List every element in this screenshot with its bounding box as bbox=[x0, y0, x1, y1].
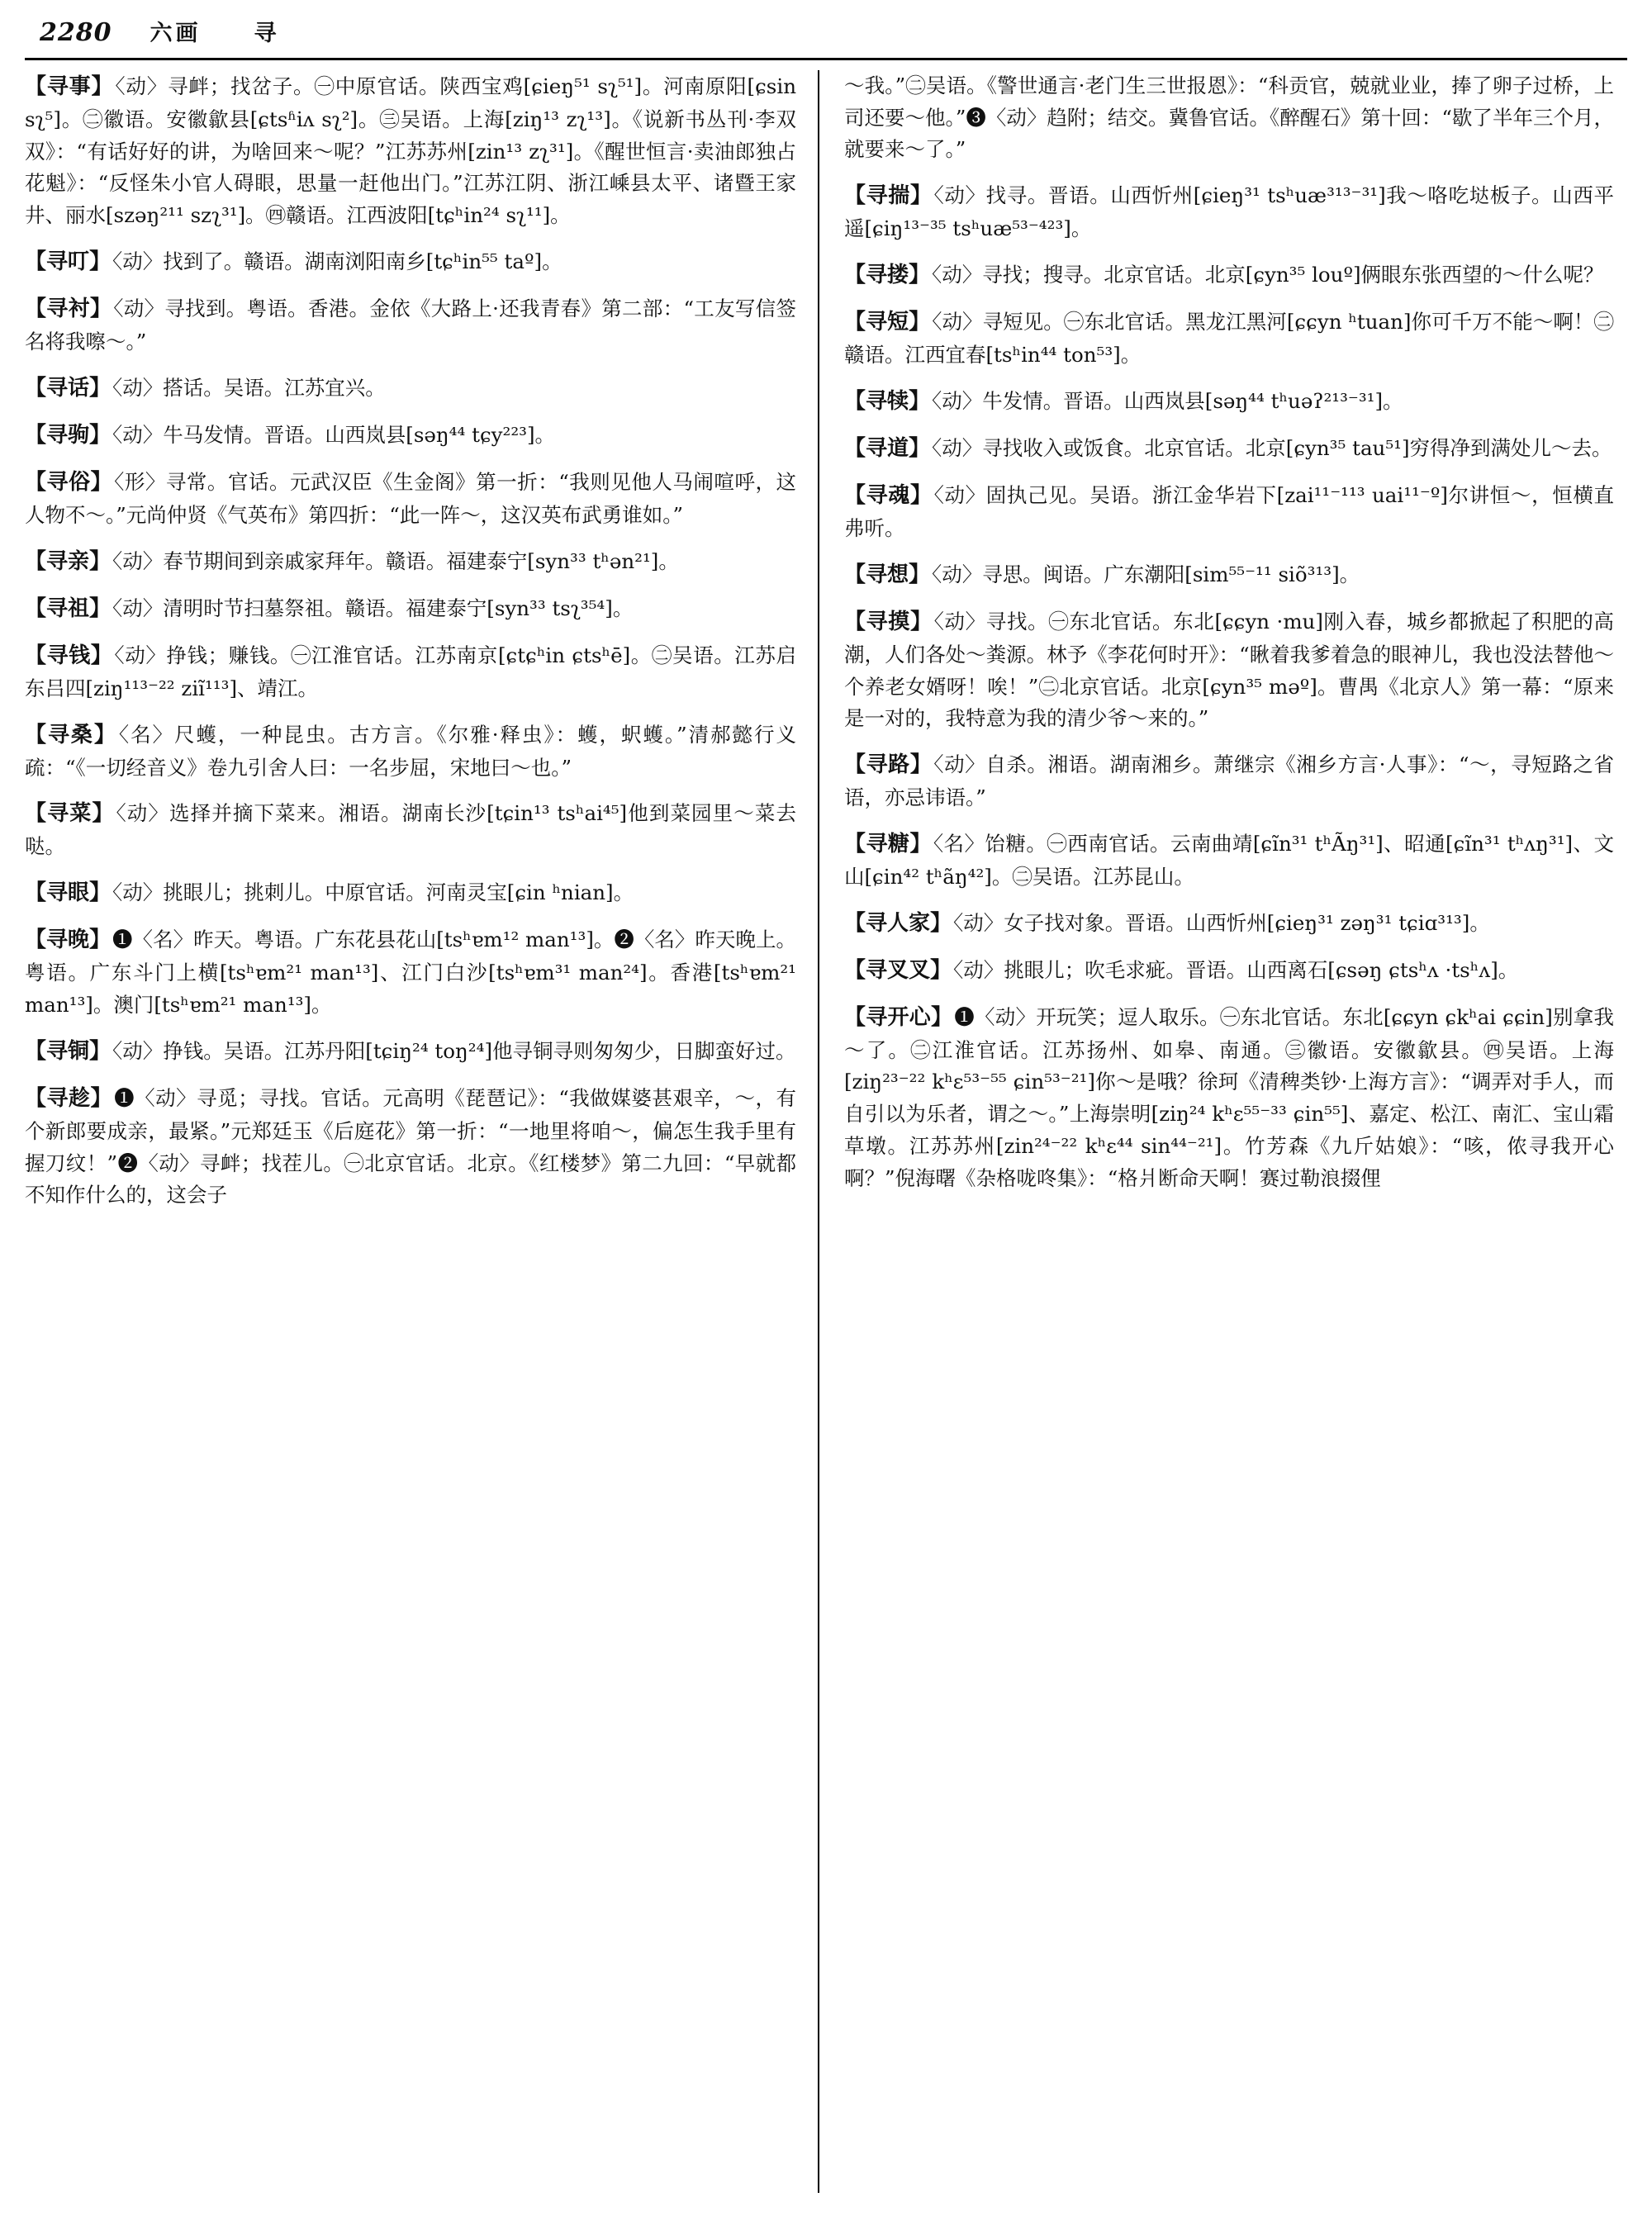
entry-headword: 【寻菜】 bbox=[25, 801, 115, 827]
dictionary-entry bbox=[25, 592, 796, 626]
stroke-count-label: 六画 bbox=[150, 21, 202, 46]
entry-headword: 【寻人家】 bbox=[844, 910, 952, 936]
dictionary-entry-continuation bbox=[844, 70, 1614, 166]
dictionary-entry bbox=[25, 70, 796, 232]
entry-headword: 【寻眼】 bbox=[25, 880, 112, 906]
dictionary-entry bbox=[844, 479, 1614, 545]
entry-body: 〈动〉寻思。闽语。广东潮阳[sim⁵⁵⁻¹¹ siõ³¹³]。 bbox=[932, 562, 1360, 586]
entry-headword: 【寻驹】 bbox=[25, 422, 112, 448]
dictionary-entry bbox=[844, 385, 1614, 419]
dictionary-entry bbox=[25, 245, 796, 279]
entry-headword: 【寻祖】 bbox=[25, 595, 112, 621]
dictionary-entry bbox=[25, 797, 796, 863]
entry-headword: 【寻揣】 bbox=[844, 183, 933, 209]
dictionary-entry bbox=[844, 259, 1614, 292]
dictionary-entry bbox=[844, 828, 1614, 894]
dictionary-entry bbox=[844, 432, 1614, 466]
left-column bbox=[25, 70, 819, 2193]
entry-headword: 【寻想】 bbox=[844, 562, 931, 587]
entry-body: 〈动〉寻短见。㊀东北官话。黑龙江黑河[ɕɕyn ʰtuan]你可千万不能～啊！㊁赣语。江西宜春[tsʰin⁴⁴ ton⁵³]。 bbox=[844, 309, 1614, 368]
dictionary-entry bbox=[25, 923, 796, 1021]
entry-body: 〈动〉挑眼儿；吹毛求疵。晋语。山西离石[ɕsəŋ ɕtsʰʌ ·tsʰʌ]。 bbox=[953, 957, 1519, 982]
entry-headword: 【寻搂】 bbox=[844, 262, 931, 287]
entry-body: 〈名〉饴糖。㊀西南官话。云南曲靖[ɕĩn³¹ tʰÃŋ³¹]、昭通[ɕĩn³¹ tʰʌŋ³¹]、文山[ɕin⁴² tʰãŋ⁴²]。㊁吴语。江苏昆山。 bbox=[844, 831, 1614, 889]
entry-headword: 【寻叮】 bbox=[25, 249, 112, 274]
radical-character: 寻 bbox=[254, 21, 277, 46]
dictionary-entry bbox=[25, 1035, 796, 1069]
entry-body: 〈动〉自杀。湘语。湖南湘乡。萧继宗《湘乡方言·人事》：“～，寻短路之省语，亦忌讳语。” bbox=[844, 752, 1614, 810]
dictionary-entry bbox=[25, 639, 796, 705]
dictionary-entry bbox=[844, 558, 1614, 592]
entry-body: ～我。”㊁吴语。《警世通言·老门生三世报恩》：“科贡官，兢就业业，捧了卵子过桥，上司还要～他。”❸〈动〉趋附；结交。冀鲁官话。《醉醒石》第十回：“歇了半年三个月，就要来～了。” bbox=[844, 74, 1614, 162]
entry-body: 〈名〉尺蠖，一种昆虫。古方言。《尔雅·释虫》：蠖，蚇蠖。”清郝懿行义疏：“《一切经音义》卷九引舍人曰：一名步屈，宋地曰～也。” bbox=[25, 722, 796, 780]
entry-body: 〈动〉牛马发情。晋语。山西岚县[səŋ⁴⁴ tɕy²²³]。 bbox=[112, 422, 556, 447]
entry-body: 〈动〉寻找；搜寻。北京官话。北京[ɕyn³⁵ louº]俩眼东张西望的～什么呢？ bbox=[932, 262, 1604, 287]
dictionary-entry bbox=[844, 179, 1614, 245]
entry-body: 〈动〉牛发情。晋语。山西岚县[səŋ⁴⁴ tʰuəʔ²¹³⁻³¹]。 bbox=[932, 388, 1403, 413]
dictionary-entry bbox=[25, 545, 796, 579]
entry-headword: 【寻开心】 bbox=[844, 1004, 953, 1030]
dictionary-entry bbox=[25, 719, 796, 785]
page-header bbox=[25, 15, 1627, 53]
entry-body: 〈动〉寻找收入或饭食。北京官话。北京[ɕyn³⁵ tau⁵¹]穷得净到满处儿～去。 bbox=[932, 435, 1612, 460]
entry-body: 〈动〉挣钱。吴语。江苏丹阳[tɕiŋ²⁴ toŋ²⁴]他寻铜寻则匆匆少，日脚蛮好过。 bbox=[112, 1038, 796, 1063]
entry-headword: 【寻俗】 bbox=[25, 469, 113, 495]
entry-headword: 【寻魂】 bbox=[844, 482, 933, 508]
page-number: 2280 bbox=[40, 18, 112, 47]
entry-body: 〈动〉寻衅；找岔子。㊀中原官话。陕西宝鸡[ɕieŋ⁵¹ sʅ⁵¹]。河南原阳[ɕsin sʅ⁵]。㊁徽语。安徽歙县[ɕtsʱiʌ sʅ²]。㊂吴语。上海[ziŋ¹³ zʅ¹³]。《说新书丛刊·李双双》：“有话好好的讲，为啥回来～呢？”江苏苏州[zin¹³ zʅ³¹]。《醒世恒言·卖油郎独占花魁》：“反怪朱小官人碍眼，思量一赶他出门。”江苏江阴、浙江嵊县太平、诸暨王家井、丽水[szəŋ²¹¹ szʅ³¹]。㊃赣语。江西波阳[tɕʰin²⁴ sʅ¹¹]。 bbox=[25, 74, 796, 228]
dictionary-entry bbox=[25, 419, 796, 453]
entry-headword: 【寻叉叉】 bbox=[844, 957, 952, 983]
entry-body: ❶〈动〉寻觅；寻找。官话。元高明《琵琶记》：“我做媒婆甚艰辛，～，有个新郎要成亲，最紧。”元郑廷玉《后庭花》第一折：“一地里将咱～，偏怎生我手里有握刀纹！”❷〈动〉寻衅；找茬儿。㊀北京官话。北京。《红楼梦》第二九回：“早就都不知作什么的，这会子 bbox=[25, 1085, 796, 1208]
entry-headword: 【寻铜】 bbox=[25, 1038, 112, 1064]
dictionary-entry bbox=[844, 907, 1614, 941]
entry-headword: 【寻晚】 bbox=[25, 928, 112, 953]
entry-headword: 【寻短】 bbox=[844, 309, 931, 334]
entry-body: 〈动〉挑眼儿；挑刺儿。中原官话。河南灵宝[ɕin ʰnian]。 bbox=[112, 880, 634, 905]
entry-body: 〈形〉寻常。官话。元武汉臣《生金阁》第一折：“我则见他人马闹喧呼，这人物不～。”元尚仲贤《气英布》第四折：“此一阵～，这汉英布武勇谁如。” bbox=[25, 469, 796, 527]
entry-headword: 【寻糖】 bbox=[844, 831, 932, 856]
dictionary-entry bbox=[25, 292, 796, 358]
dictionary-entry bbox=[844, 748, 1614, 814]
header-divider bbox=[25, 58, 1627, 60]
entry-headword: 【寻摸】 bbox=[844, 609, 933, 634]
dictionary-entry bbox=[844, 605, 1614, 735]
entry-headword: 【寻钱】 bbox=[25, 643, 113, 668]
entry-headword: 【寻道】 bbox=[844, 435, 931, 461]
dictionary-entry bbox=[844, 954, 1614, 988]
entry-body: 〈动〉固执己见。吴语。浙江金华岩下[zai¹¹⁻¹¹³ uai¹¹⁻º]尔讲恒～，恒横直弗听。 bbox=[844, 482, 1614, 540]
entry-headword: 【寻路】 bbox=[844, 752, 933, 777]
entry-headword: 【寻话】 bbox=[25, 375, 112, 401]
entry-body: 〈动〉寻找。㊀东北官话。东北[ɕɕyn ·mu]刚入春，城乡都掀起了积肥的高潮，人们各处～粪源。林予《李花何时开》：“瞅着我爹着急的眼神儿，我也没法替他～个养老女婿呀！唉！”㊁北京官话。北京[ɕyn³⁵ məº]。曹禺《北京人》第一幕：“原来是一对的，我特意为我的清少爷～来的。” bbox=[844, 609, 1614, 731]
entry-body: 〈动〉选择并摘下菜来。湘语。湖南长沙[tɕin¹³ tsʰai⁴⁵]他到菜园里～菜去哒。 bbox=[25, 801, 796, 859]
dictionary-entry bbox=[25, 466, 796, 532]
entry-body: 〈动〉找到了。赣语。湖南浏阳南乡[tɕʰin⁵⁵ taº]。 bbox=[112, 249, 563, 273]
entry-body: 〈动〉女子找对象。晋语。山西忻州[ɕieŋ³¹ zəŋ³¹ tɕiɑ³¹³]。 bbox=[953, 910, 1490, 935]
dictionary-entry bbox=[25, 372, 796, 406]
entry-body: 〈动〉清明时节扫墓祭祖。赣语。福建泰宁[syn³³ tsʅ³⁵⁴]。 bbox=[112, 595, 634, 620]
dictionary-entry bbox=[844, 306, 1614, 372]
entry-headword: 【寻趁】 bbox=[25, 1085, 113, 1111]
right-column bbox=[819, 70, 1614, 2193]
dictionary-entry bbox=[25, 1082, 796, 1212]
dictionary-entry bbox=[844, 1001, 1614, 1195]
columns-container bbox=[25, 70, 1627, 2193]
entry-body: 〈动〉春节期间到亲戚家拜年。赣语。福建泰宁[syn³³ tʰən²¹]。 bbox=[112, 548, 679, 573]
entry-headword: 【寻事】 bbox=[25, 74, 114, 99]
entry-body: ❶〈名〉昨天。粤语。广东花县花山[tsʰɐm¹² man¹³]。❷〈名〉昨天晚上。粤语。广东斗门上横[tsʰɐm²¹ man¹³]、江门白沙[tsʰɐm³¹ man²⁴]。香港[tsʰɐm²¹ man¹³]。澳门[tsʰɐm²¹ man¹³]。 bbox=[25, 928, 796, 1018]
entry-body: 〈动〉搭话。吴语。江苏宜兴。 bbox=[112, 375, 386, 400]
entry-headword: 【寻衬】 bbox=[25, 296, 112, 321]
entry-headword: 【寻犊】 bbox=[844, 388, 931, 414]
entry-body: ❶〈动〉开玩笑；逗人取乐。㊀东北官话。东北[ɕɕyn ɕkʰai ɕɕin]别拿我～了。㊁江淮官话。江苏扬州、如皋、南通。㊂徽语。安徽歙县。㊃吴语。上海[ziŋ²³⁻²² kʰɛ⁵³⁻⁵⁵ ɕin⁵³⁻²¹]你～是哦？徐珂《清稗类钞·上海方言》：“调弄对手人，而自引以为乐者，谓之～。”上海崇明[ziŋ²⁴ kʰɛ⁵⁵⁻³³ ɕin⁵⁵]、嘉定、松江、南汇、宝山霜草墩。江苏苏州[zin²⁴⁻²² kʰɛ⁴⁴ sin⁴⁴⁻²¹]。竹芳森《九斤姑娘》：“咳，侬寻我开心啊？”倪海曙《杂格咙咚集》：“格爿断命天啊！赛过勒浪掇俚 bbox=[844, 1004, 1614, 1190]
entry-headword: 【寻亲】 bbox=[25, 548, 112, 574]
dictionary-entry bbox=[25, 876, 796, 910]
entry-body: 〈动〉找寻。晋语。山西忻州[ɕieŋ³¹ tsʰuæ³¹³⁻³¹]我～咯吃垯板子。山西平遥[ɕiŋ¹³⁻³⁵ tsʰuæ⁵³⁻⁴²³]。 bbox=[844, 183, 1614, 241]
entry-body: 〈动〉挣钱；赚钱。㊀江淮官话。江苏南京[ɕtɕʰin ɕtsʰē]。㊁吴语。江苏启东吕四[ziŋ¹¹³⁻²² ziĩ¹¹³]、靖江。 bbox=[25, 643, 796, 700]
entry-body: 〈动〉寻找到。粤语。香港。金依《大路上·还我青春》第二部：“工友写信签名将我嚓～。” bbox=[25, 296, 796, 354]
entry-headword: 【寻桑】 bbox=[25, 722, 117, 747]
